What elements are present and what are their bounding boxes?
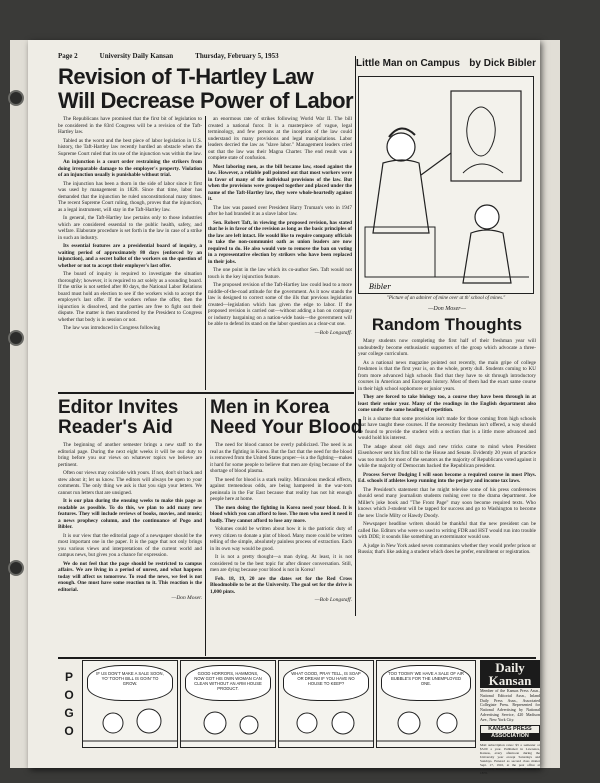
pogo-panel-1 <box>82 660 178 748</box>
random-para: A judge in New York asked seven communists whether they would prefer prison or Russia; that's like asking a student which does he prefer, enrollment or registration. <box>358 542 536 555</box>
poster-frame <box>451 91 521 181</box>
masthead-box <box>480 660 540 775</box>
poster-figure <box>467 107 496 156</box>
taft-para: In general, the Taft-Hartley law pertains only to those industries which are considered essential to the public health, safety, and welfare. Elaborate procedure is set forth in the law in case of a strike in such an industry. <box>58 215 202 241</box>
editor-byline: —Don Moser. <box>171 595 202 601</box>
random-author: —Don Moser— <box>428 306 466 312</box>
pogo-panel-2 <box>180 660 276 748</box>
taft-para: The proposed revision of the Taft-Hartley law could lead to a more middle-of-the-road attitude for the government. As it now stands the law is designed to correct some of the ills that previous legislation created—legislation which has given the edge to labor. If the proposed revision is carried out—without adding a ban on company or industry bargaining on a nation-wide basis—the government will be able to defend its stand on the labor question as a clear-cut one. <box>208 282 352 327</box>
student-head <box>387 133 415 161</box>
editor-title-line-2: Reader's Aid <box>58 417 173 438</box>
korea-para: Volumes could be written about how it is the patriotic duty of every citizen to donate a pint of blood. Many more could be written telling of the simple, absolutely painless process of extraction. Each in its own way would be good. <box>210 526 352 552</box>
random-thoughts-column <box>358 338 536 654</box>
visitor-head <box>475 205 499 229</box>
korea-para: The need for blood is a stark reality. Miraculous medical effects, against tremendous odds, are being hampered in the war-torn peninsula in the Far East because that reality has not hit enough people here at home. <box>210 476 352 502</box>
taft-para: The one point in the law which its co-author Sen. Taft would not touch is the key injunction feature. <box>208 267 352 280</box>
taft-column-1 <box>58 116 202 390</box>
korea-para: The need for blood cannot be overly publicized. The need is as real as the fighting in Korea. But the fact that the need for the blood is removed from the United States proper—is a the fighting—makes it hard for some people to believe that men are dying because of the shortage of blood plasma. <box>210 442 352 474</box>
pogo-character <box>240 716 258 734</box>
binder-hole <box>8 330 24 346</box>
random-thoughts-title: Random Thoughts <box>371 315 523 334</box>
taft-para: Its essential features are a presidential board of inquiry, a waiting period of approximately 80 days (enforced by an injunction), and a secret ballot of the workers on the question of whether or not to accept their employer's last offer. <box>58 243 202 269</box>
cartoon-artist: by Dick Bibler <box>469 58 536 69</box>
korea-title-line-2: Need Your Blood <box>210 417 363 438</box>
editor-para: We do not feel that the page should be restricted to campus affairs. We are living in a period of unrest, and what happens today will affect us tomorrow. To read the news, we feel is not enough. One must have some reaction to it. This reaction is the editorial. <box>58 560 202 593</box>
poster-figure <box>463 164 503 173</box>
editor-title-line-1: Editor Invites <box>58 397 179 418</box>
cartoon-drawing <box>359 77 534 294</box>
pogo-character <box>103 713 123 733</box>
headline-line-1: Revision of T-Hartley Law <box>58 64 314 89</box>
taft-para: The law was passed over President Harry Truman's veto in 1947 after he had branded it as a slave labor law. <box>208 204 352 217</box>
editor-para: The beginning of another semester brings a new staff to the editorial page. During the next eight weeks it will be our duty to bring before you our views on whatever topics we believe are pertinent. <box>58 442 202 468</box>
korea-column <box>210 442 352 656</box>
student-body <box>373 160 429 233</box>
pogo-panel-3 <box>278 660 374 748</box>
pogo-character <box>204 712 226 734</box>
masthead-title: Daily Kansan <box>480 660 540 688</box>
pogo-panel-4 <box>376 660 476 748</box>
issue-date: Thursday, February 5, 1953 <box>195 52 279 60</box>
binder-hole <box>8 560 24 576</box>
column-rule <box>355 56 356 616</box>
speech-bubble: WHAT GOOD, PRAY TELL, IS SOAP OR DREAM IF YOU HAVE NO HOUSE TO KEEP? <box>283 665 369 701</box>
page-number: Page 2 <box>58 52 78 60</box>
korea-para: It is not a pretty thought—a man dying. At least, it is not considered to be the best topic for after dinner conversation. Still, men are dying because your blood is not in Korea! <box>210 554 352 573</box>
bed <box>365 227 435 277</box>
random-para: As a national news magazine pointed out recently, the main gripe of college freshmen is that the first year is, on the whole, pretty dull. Students coming to KU from more advanced high schools find that they have to sit through introductory courses in American and European history. Most of them had the exact same course in their high school sophomore or junior years. <box>358 359 536 392</box>
column-rule <box>205 398 206 656</box>
artist-signature: Bibler <box>369 283 391 291</box>
taft-para: Sen. Robert Taft, in viewing the proposed revision, has stated that he is in favor of the revision as long as the basic principles of the law are left intact. He would like to require company officials to take the non-communist oath as union leaders are now required to do. He also would vote to remove the ban on voting in a representative election by strikers who have been replaced in their jobs. <box>208 219 352 265</box>
korea-para: Feb. 18, 19, 20 are the dates set for the Red Cross Bloodmobile to be at the University. The goal set for the drive is 1,000 pints. <box>210 575 352 595</box>
left-page-edge <box>10 40 28 768</box>
pogo-label-text: POGO <box>64 670 74 738</box>
kpa-line-1: KANSAS PRESS <box>488 725 532 732</box>
cartoon-caption: "Picture of an admirer of mine over at th' school of mines." <box>386 296 506 301</box>
pogo-label <box>60 668 78 740</box>
section-rule <box>58 657 536 659</box>
taft-byline: —Bob Longstaff. <box>314 329 352 336</box>
taft-para: The injunction has been a thorn in the side of labor since it first was used by management in 1828. Since that time, labor has demanded that the injunction be ruled unconstitutional many times. The recent Supreme Court ruling, though, proves that the injunction, as a legal instrument, will stay in the Taft-Hartley law. <box>58 180 202 213</box>
student-arm <box>421 153 451 175</box>
taft-para: Most laboring men, as the bill became law, stood against the law. However, a reliable poll pointed out that most workers were in favor of many of the individual provisions of the law. But when the provisions were grouped together and placed under the name of the Taft-Hartley law, they were whole-heartedly against it. <box>208 163 352 202</box>
binder-hole <box>8 90 24 106</box>
random-para: It is a shame that some provision isn't made for those coming from high schools that have taught these courses. If the necessity freshman isn't offered, a way should be found to provide the student with a section that is a little more advanced and would hold his interest. <box>358 415 536 441</box>
masthead-member-text: Member of the Kansas Press Assn., National Editorial Assn., Inland Daily Press Assn., Associated Collegiate Press. Represented for National Advertising by National Advertising Service, 420 Madison Ave., New York City. <box>480 688 540 722</box>
random-para: The adage about old dogs and new tricks came to mind when President Eisenhower sent his first bill to the House and Senate. Evidently 20 years of practice was too much for most of the senators as the majority of Republicans voted against it while the majority of Democrats backed the Republican president. <box>358 443 536 469</box>
section-rule <box>58 392 354 394</box>
editor-para: It is our plan during the ensuing weeks to make this page as readable as possible. To do this, we plan to add many new features. They will include reviews of books, movies, and music; a news prophecy column, and the continuance of Pogo and Bibler. <box>58 498 202 530</box>
cartoon-header <box>356 58 536 69</box>
cartoon-title: Little Man on Campus <box>356 58 460 69</box>
kpa-line-2: ASSOCIATION <box>481 733 539 740</box>
visitor-body <box>463 230 511 283</box>
speech-bubble: GOOD HORRORS, HAMMONS, NOW GOT HIS OWN WOMAN CAN CLEAN WITHOUT AN ARM HOUSE PRODUCT. <box>185 665 271 701</box>
taft-para: The Republicans have promised that the first bit of legislation to be considered in the 83rd Congress will be a revision of the Taft-Hartley law. <box>58 116 202 135</box>
taft-para: The law was introduced in Congress following <box>63 325 161 331</box>
editor-para: It is our view that the editorial page of a newspaper should be the most important one in the paper. It is the page that not only brings you various views and interpretations of the current world and campus news, but gives you a chance for expression. <box>58 532 202 558</box>
editor-para: Often our views may coincide with yours. If not, don't sit back and stew about it; let us know. The editors will always be open to your comments. The only thing we ask is that you sign your letters. We cannot run letters that are unsigned. <box>58 470 202 496</box>
random-para: Newspaper headline writers should be thankful that the new president can be called Ike. Editors who were so used to writing FDR and HST would run into trouble with DDE; it sounds like something an exterminator would use. <box>358 521 536 540</box>
korea-para: The men doing the fighting in Korea need your blood. It is blood which you can afford to lose. The men who need it need it badly. They cannot afford to lose any more. <box>210 504 352 524</box>
taft-para: Tabled as the worst and the best piece of labor legislation in U.S. history, the Taft-Hartley law recently hurdled an obstacle when the Supreme Court ruled that its use of the injunction was within the law. <box>58 137 202 157</box>
taft-para: An injunction is a court order restraining the strikers from doing irreparable damage to the employer's property. Violation of an injunction usually is punishable without trial. <box>58 159 202 178</box>
newspaper-page <box>28 40 540 775</box>
taft-column-2 <box>208 116 352 390</box>
masthead-subscription-text: Mail subscription rates: $3 a semester or $5.00 a year. Published in Lawrence, Kansas, every afternoon during the University year except Saturdays and Sundays. Entered as second class matter Sept. 17, 1910, at the post office at Lawrence, Kansas, under act of March 3, 1879. <box>480 742 540 775</box>
taft-para: The board of inquiry is required to investigate the situation thoroughly; however, it is required to act solely as a sounding board. If the strike is not settled after 80 days, the National Labor Relations board must hold an election to see if the workers wish to accept the employer's last offer. If the workers refuse the offer, then the injunction is dissolved, and the parties are free to fight out their dispute. The matter is then transferred by the President to Congress whether that body is in session or not. <box>58 271 202 323</box>
pogo-character <box>297 713 317 733</box>
speech-bubble: TOO TOOMY WE HAVE A SALE OF AIR BUBBLE'S FOR THE UNEMPLOYED ONE. <box>381 665 471 701</box>
pogo-character <box>137 709 161 733</box>
little-man-cartoon <box>358 76 534 294</box>
column-rule <box>205 116 206 390</box>
korea-title-line-1: Men in Korea <box>210 397 330 418</box>
pogo-character <box>332 712 354 734</box>
headline-line-2: Will Decrease Power of Labor <box>58 88 354 113</box>
pogo-character <box>398 712 420 734</box>
random-para: They are forced to take biology too, a course they have been through in at least their senior year. Many of the readings in the English department also come under the same heading of repetition. <box>358 394 536 413</box>
random-para: Many students now completing the first half of their freshman year will undoubtedly become enthusiastic supporters of the group which advocate a three-year college curriculum. <box>358 338 536 357</box>
random-para: Process Server Dodging I will soon become a required course in most Phys. Ed. schools if athletes keep running into the perjury and income tax laws. <box>358 471 536 484</box>
pogo-character <box>437 713 457 733</box>
editor-column <box>58 442 202 656</box>
random-para: The President's statement that he might televise some of his press conferences should send many journalism students rushing over to the drama department. Joe Miller's joke book and "The Front Page" may soon become required texts. Who knows which J-student will be tapped for success and go to Washington to become the new Uncle Milty or Hawdy Doody. <box>358 486 536 519</box>
kansas-press-badge <box>480 725 540 741</box>
taft-para: an enormous rate of strikes following World War II. The bill created a national furor. It is a masterpiece of vague, legal terminology, and few persons at the inception of the law could understand its many provisions and legal manipulations. Labor leaders decried the law as "slave labor." Management leaders cried out that the law was their Magna Charter. The end result was a complete state of confusion. <box>208 116 352 161</box>
right-page-edge <box>540 40 560 768</box>
speech-bubble: IF US DON'T MAKE A SALE SOON, YO' TOOTH BILL IS GOIN' TO GROW. <box>87 665 173 701</box>
korea-byline: —Bob Longstaff. <box>314 597 352 603</box>
paper-name: University Daily Kansan <box>99 52 174 60</box>
